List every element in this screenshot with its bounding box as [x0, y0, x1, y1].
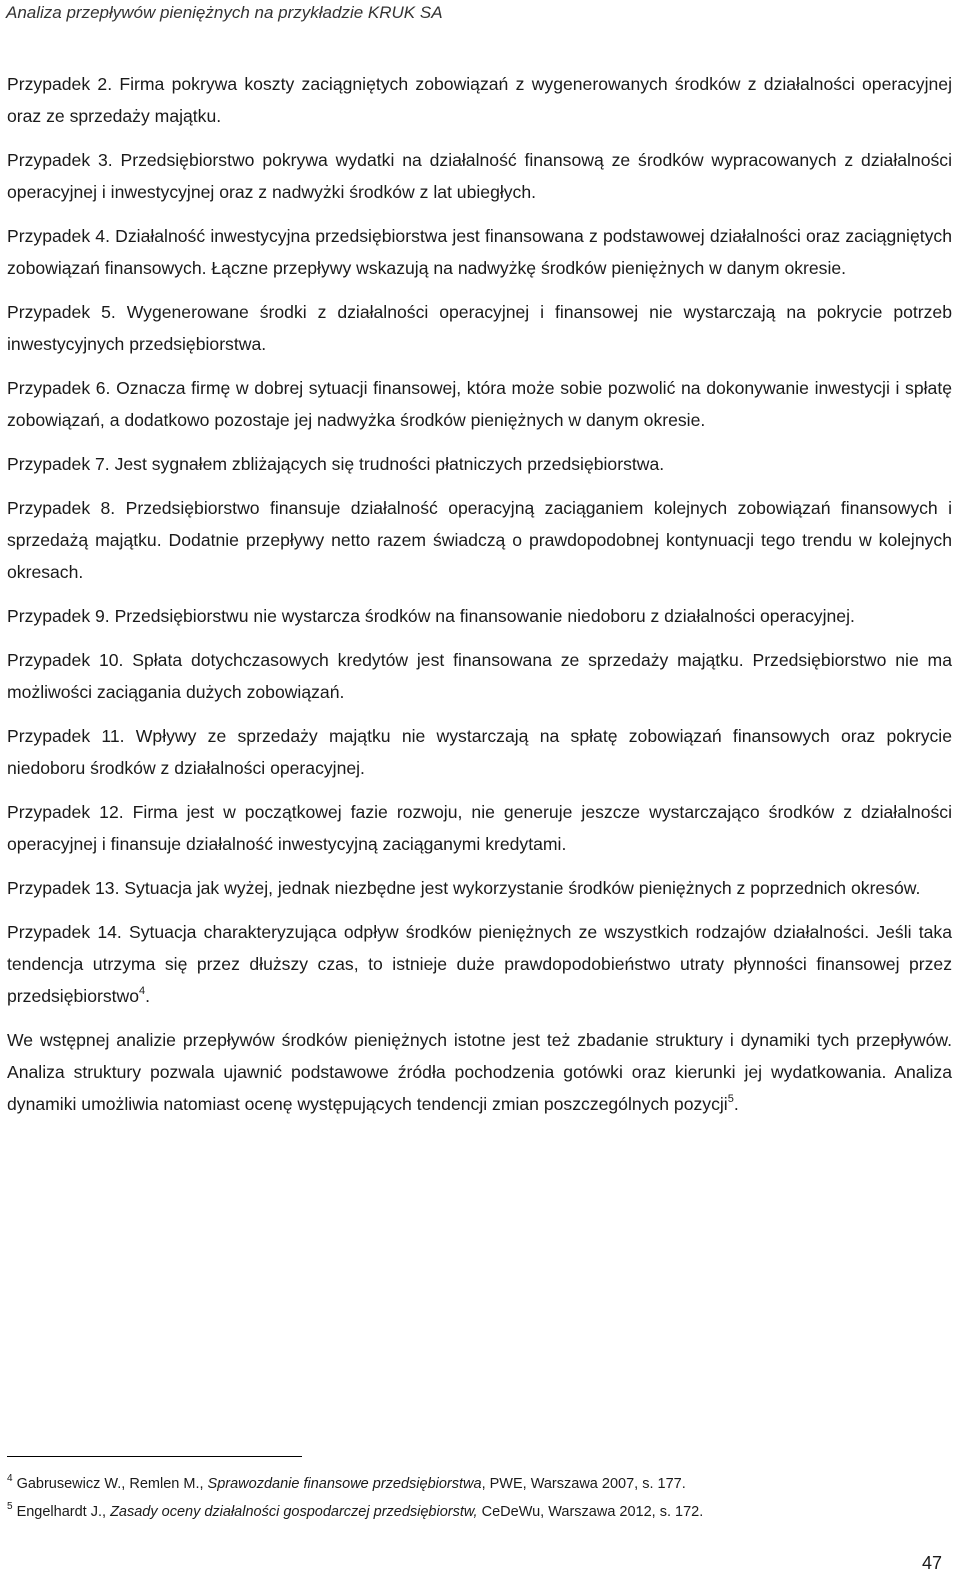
case-text-end: . [145, 986, 151, 1006]
case-text: Oznacza firmę w dobrej sytuacji finansowej, która może sobie pozwolić na dokonywanie inwestycji i spłatę zobowiązań, a dodatkowo pozostaje jej nadwyżka środków pieniężnych w danym okresie. [7, 378, 952, 430]
footnote-number: 4 [7, 1473, 13, 1485]
case-paragraph [7, 600, 952, 632]
footnote-rest: , PWE, Warszawa 2007, s. 177. [481, 1476, 686, 1492]
case-paragraph [7, 720, 952, 784]
summary-text: We wstępnej analizie przepływów środków pieniężnych istotne jest też zbadanie struktury i dynamiki tych przepływów. Analiza struktury pozwala ujawnić podstawowe źródła pochodzenia gotówki oraz kierunki jej wydatkowania. Analiza dynamiki umożliwia natomiast ocenę występujących tendencji zmian poszczególnych pozycji [7, 1030, 952, 1114]
case-text: Wpływy ze sprzedaży majątku nie wystarczają na spłatę zobowiązań finansowych oraz pokrycie niedoboru środków z działalności operacyjnej. [7, 726, 953, 778]
case-text: Przedsiębiorstwo finansuje działalność operacyjną zaciąganiem kolejnych zobowiązań finansowych i sprzedażą majątku. Dodatnie przepływy netto razem świadczą o prawdopodobnej kontynuacji tego trendu w kolejnych okresach. [7, 498, 953, 582]
case-label: Przypadek 12. [7, 802, 124, 822]
footnote-author: Engelhardt J., [16, 1504, 111, 1520]
footnotes [7, 1470, 947, 1526]
footnote-author: Gabrusewicz W., Remlen M., [16, 1476, 208, 1492]
footnote-ref[interactable]: 4 [139, 985, 146, 998]
case-text: Przedsiębiorstwu nie wystarcza środków na finansowanie niedoboru z działalności operacyjnej. [109, 606, 855, 626]
case-label: Przypadek 9. [7, 606, 110, 626]
footnote-number: 5 [7, 1501, 13, 1513]
case-paragraph [7, 916, 952, 1012]
case-paragraph [7, 796, 952, 860]
case-text: Sytuacja charakteryzująca odpływ środków pieniężnych ze wszystkich rodzajów działalności. Jeśli taka tendencja utrzyma się przez dłuższy czas, to istnieje duże prawdopodobieństwo utraty płynności finansowej przez przedsiębiorstwo [7, 922, 952, 1006]
case-text: Firma jest w początkowej fazie rozwoju, nie generuje jeszcze wystarczająco środków z działalności operacyjnej i finansuje działalność inwestycyjną zaciąganymi kredytami. [7, 802, 952, 854]
footnote-rest: CeDeWu, Warszawa 2012, s. 172. [477, 1504, 704, 1520]
footnote-title: Sprawozdanie finansowe przedsiębiorstwa [207, 1476, 482, 1492]
case-text: Wygenerowane środki z działalności operacyjnej i finansowej nie wystarczają na pokrycie potrzeb inwestycyjnych przedsiębiorstwa. [7, 302, 953, 354]
case-label: Przypadek 6. [7, 378, 111, 398]
case-label: Przypadek 14. [7, 922, 122, 942]
case-label: Przypadek 10. [7, 650, 124, 670]
case-paragraph [7, 492, 952, 588]
footnote [7, 1470, 947, 1498]
summary-text-end: . [733, 1094, 739, 1114]
case-text: Firma pokrywa koszty zaciągniętych zobowiązań z wygenerowanych środków z działalności operacyjnej oraz ze sprzedaży majątku. [7, 74, 952, 126]
case-text: Spłata dotychczasowych kredytów jest finansowana ze sprzedaży majątku. Przedsiębiorstwo nie ma możliwości zaciągania dużych zobowiązań. [7, 650, 952, 702]
case-label: Przypadek 11. [7, 726, 125, 746]
case-text: Jest sygnałem zbliżających się trudności płatniczych przedsiębiorstwa. [109, 454, 665, 474]
case-text: Przedsiębiorstwo pokrywa wydatki na działalność finansową ze środków wypracowanych z działalności operacyjnej i inwestycyjnej oraz z nadwyżki środków z lat ubiegłych. [7, 150, 952, 202]
footnote-ref[interactable]: 5 [727, 1093, 734, 1106]
case-paragraph [7, 220, 952, 284]
case-label: Przypadek 8. [7, 498, 116, 518]
case-label: Przypadek 2. [7, 74, 113, 94]
case-text: Działalność inwestycyjna przedsiębiorstwa jest finansowana z podstawowej działalności oraz zaciągniętych zobowiązań finansowych. Łączne przepływy wskazują na nadwyżkę środków pieniężnych w danym okresie. [7, 226, 952, 278]
case-paragraph [7, 68, 952, 132]
summary-paragraph [7, 1024, 952, 1120]
document-body [7, 68, 952, 1132]
page-number: 47 [921, 1553, 942, 1573]
case-label: Przypadek 4. [7, 226, 110, 246]
case-paragraph [7, 144, 952, 208]
case-label: Przypadek 13. [7, 878, 120, 898]
case-label: Przypadek 3. [7, 150, 113, 170]
footnote-title: Zasady oceny działalności gospodarczej przedsiębiorstw, [110, 1504, 478, 1520]
footnote-divider [7, 1456, 302, 1457]
footnote [7, 1498, 947, 1526]
case-label: Przypadek 5. [7, 302, 116, 322]
case-paragraph [7, 644, 952, 708]
case-label: Przypadek 7. [7, 454, 110, 474]
case-paragraph [7, 872, 952, 904]
case-text: Sytuacja jak wyżej, jednak niezbędne jest wykorzystanie środków pieniężnych z poprzednich okresów. [119, 878, 921, 898]
case-paragraph [7, 448, 952, 480]
running-header: Analiza przepływów pieniężnych na przykładzie KRUK SA [6, 3, 443, 22]
case-paragraph [7, 372, 952, 436]
case-paragraph [7, 296, 952, 360]
